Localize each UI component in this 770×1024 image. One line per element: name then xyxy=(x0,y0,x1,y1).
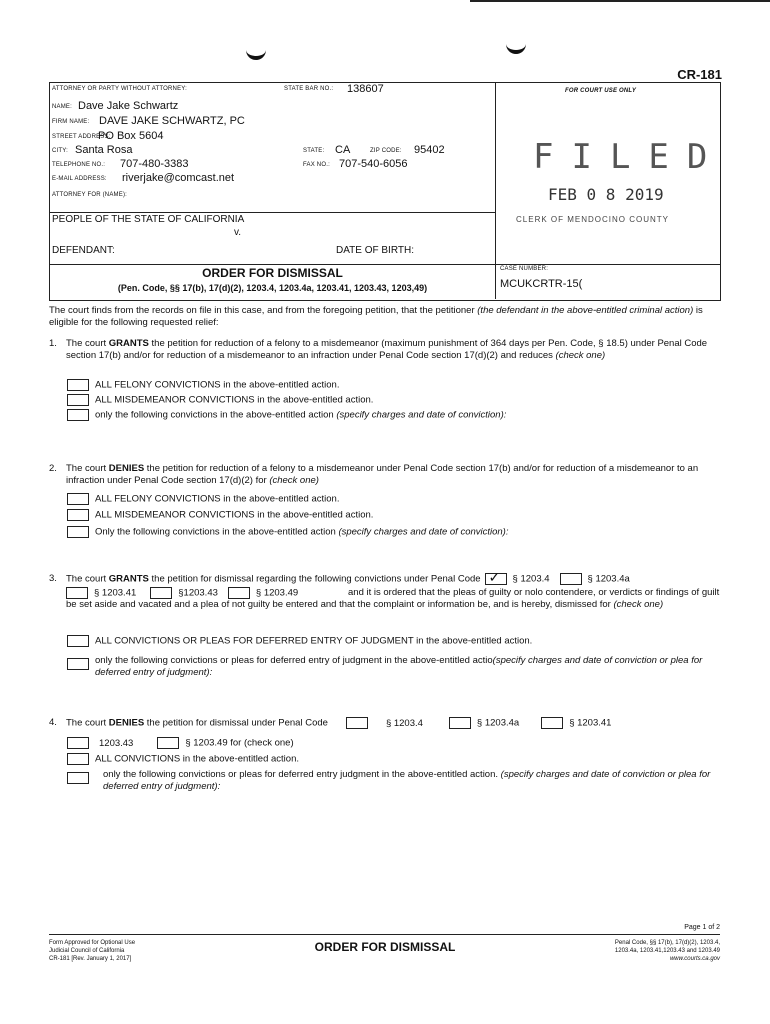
s4-1203-41-checkbox[interactable] xyxy=(541,717,563,729)
form-subtitle: (Pen. Code, §§ 17(b), 17(d)(2), 1203.4, 1203.4a, 1203.41, 1203.43, 1203,49) xyxy=(117,283,428,293)
attorney-header-label: ATTORNEY OR PARTY WITHOUT ATTORNEY: xyxy=(52,86,188,92)
defendant-label: DEFENDANT: xyxy=(52,245,115,256)
dob-label: DATE OF BIRTH: xyxy=(336,245,414,256)
footer-title: ORDER FOR DISMISSAL xyxy=(314,940,456,954)
fax-label: FAX NO.: xyxy=(303,162,330,168)
s3-all-checkbox[interactable] xyxy=(67,635,89,647)
s3-following-checkbox[interactable] xyxy=(67,658,89,670)
zip-value: 95402 xyxy=(414,144,445,156)
section-2-text: The court DENIES the petition for reduction of a felony to a misdemeanor under Penal Code section 17(b) and/or for reduction of a misdemeanor to an infraction under Penal Code section 17(d)(2) for (check one) xyxy=(66,463,699,486)
s4-option-following: only the following convictions or pleas for deferred entry judgment in the above-entitled action. (specify charges and date of conviction or plea for deferred entry of judgment): xyxy=(103,769,711,792)
form-number: CR-181 xyxy=(677,67,722,82)
s2-following-checkbox[interactable] xyxy=(67,526,89,538)
email-value: riverjake@comcast.net xyxy=(122,172,235,184)
firm-name: DAVE JAKE SCHWARTZ, PC xyxy=(99,115,245,127)
section-3-line-1: The court GRANTS the petition for dismissal regarding the following convictions under Penal Code ✓ § 1203.4 § 1203.4a xyxy=(66,569,630,585)
form-title: ORDER FOR DISMISSAL xyxy=(202,266,343,280)
s4-1203-4-checkbox[interactable] xyxy=(346,717,368,729)
section-1-number: 1. xyxy=(49,338,57,349)
street-value: PO Box 5604 xyxy=(98,130,164,142)
section-3-number: 3. xyxy=(49,573,57,584)
section-2-number: 2. xyxy=(49,463,57,474)
check-mark-icon: ✓ xyxy=(488,569,501,585)
intro-paragraph: The court finds from the records on file in this case, and from the foregoing petition, that the petitioner (the defendant in the above-entitled criminal action) is eligible for the following requested relief: xyxy=(49,305,703,328)
section-4-line-1: The court DENIES the petition for dismissal under Penal Code § 1203.4 § 1203.4a § 1203.41 xyxy=(66,717,612,729)
state-value: CA xyxy=(335,144,351,156)
filed-stamp: FILED xyxy=(533,137,726,177)
s1-option-misdemeanor[interactable]: ALL MISDEMEANOR CONVICTIONS in the above-entitled action. xyxy=(67,394,373,407)
s2-option-misdemeanor[interactable]: ALL MISDEMEANOR CONVICTIONS in the above-entitled action. xyxy=(67,509,373,522)
s4-1203-49-checkbox[interactable] xyxy=(157,737,179,749)
city-label: CITY: xyxy=(52,148,69,154)
bar-number-value: 138607 xyxy=(347,83,384,95)
email-label: E-MAIL ADDRESS: xyxy=(52,176,107,182)
case-number-label: CASE NUMBER: xyxy=(500,266,549,272)
filed-stamp-clerk: CLERK OF MENDOCINO COUNTY xyxy=(516,215,670,224)
footer-left-3: CR-181 [Rev. January 1, 2017] xyxy=(49,956,132,962)
s4-1203-43-checkbox[interactable] xyxy=(67,737,89,749)
s2-felony-checkbox[interactable] xyxy=(67,493,89,505)
s1-misdemeanor-checkbox[interactable] xyxy=(67,394,89,406)
s2-misdemeanor-checkbox[interactable] xyxy=(67,509,89,521)
footer-left-2: Judicial Council of California xyxy=(49,948,125,954)
court-use-label: FOR COURT USE ONLY xyxy=(565,88,637,94)
city-value: Santa Rosa xyxy=(75,144,133,156)
s1-felony-checkbox[interactable] xyxy=(67,379,89,391)
firm-label: FIRM NAME: xyxy=(52,119,90,125)
name-label: NAME: xyxy=(52,104,73,110)
versus: v. xyxy=(234,227,242,238)
footer-rule xyxy=(49,934,720,935)
top-rule xyxy=(470,0,770,2)
footer-right-2: 1203.4a, 1203.41,1203.43 and 1203.49 xyxy=(614,948,720,954)
hole-punch-right-mark xyxy=(506,42,526,54)
s3-following-checkbox-wrap[interactable] xyxy=(67,655,95,673)
section-4-line-2: 1203.43 § 1203.49 for (check one) xyxy=(67,737,294,750)
filed-stamp-date: FEB 0 8 2019 xyxy=(548,185,664,204)
s2-option-following[interactable]: Only the following convictions in the above-entitled action (specify charges and date of conviction): xyxy=(67,526,509,539)
footer-left-1: Form Approved for Optional Use xyxy=(49,940,136,946)
section-1-text: The court GRANTS the petition for reduction of a felony to a misdemeanor (maximum punishment of 364 days per Pen. Code, § 18.5) under Penal Code section 17(b) and/or for reduction of a misdemeanor to an infraction under Penal Code section 17(d)(2) and reduces (check one) xyxy=(66,338,708,361)
s4-all-checkbox[interactable] xyxy=(67,753,89,765)
caption-divider xyxy=(495,82,496,299)
section-3-line-2: § 1203.41 §1203.43 § 1203.49 xyxy=(66,587,298,600)
s4-following-checkbox-wrap[interactable] xyxy=(67,769,95,787)
people-caption: PEOPLE OF THE STATE OF CALIFORNIA xyxy=(52,214,245,225)
street-label: STREET ADDRESS: xyxy=(52,134,111,140)
footer-right-1: Penal Code, §§ 17(b), 17(d)(2), 1203.4, xyxy=(614,940,720,946)
attorney-name: Dave Jake Schwartz xyxy=(78,100,179,112)
caption-rule-1 xyxy=(49,212,496,213)
section-3-text: and it is ordered that the pleas of guilty or nolo contendere, or verdicts or findings of guilt be set aside and vacated and a plea of not guilty be entered and that the complaint or information be, and is hereby, dismissed for (check one) xyxy=(66,587,720,610)
s1-option-following[interactable]: only the following convictions in the above-entitled action (specify charges and date of conviction): xyxy=(67,409,506,422)
s4-following-checkbox[interactable] xyxy=(67,772,89,784)
fax-value: 707-540-6056 xyxy=(339,158,408,170)
s4-1203-4a-checkbox[interactable] xyxy=(449,717,471,729)
s3-1203-4-checkbox[interactable] xyxy=(485,569,507,585)
s1-following-checkbox[interactable] xyxy=(67,409,89,421)
s3-1203-4a-checkbox[interactable] xyxy=(560,573,582,585)
s4-option-all[interactable]: ALL CONVICTIONS in the above-entitled action. xyxy=(67,753,299,766)
case-number-value: MCUKCRTR-15( xyxy=(500,278,583,290)
zip-label: ZIP CODE: xyxy=(370,148,402,154)
s2-option-felony[interactable]: ALL FELONY CONVICTIONS in the above-entitled action. xyxy=(67,493,339,506)
bar-number-label: STATE BAR NO.: xyxy=(284,86,334,92)
s3-option-following: only the following convictions or pleas for deferred entry of judgment in the above-entitled actio(specify charges and date of conviction or plea for deferred entry of judgment): xyxy=(95,655,703,678)
hole-punch-left-mark xyxy=(246,48,266,60)
s3-option-all[interactable]: ALL CONVICTIONS OR PLEAS FOR DEFERRED ENTRY OF JUDGMENT in the above-entitled action. xyxy=(67,635,532,648)
section-4-number: 4. xyxy=(49,717,57,728)
footer-right-3: www.courts.ca.gov xyxy=(669,956,720,962)
phone-label: TELEPHONE NO.: xyxy=(52,162,106,168)
page-number: Page 1 of 2 xyxy=(684,924,720,931)
state-label: STATE: xyxy=(303,148,325,154)
attorney-for-label: ATTORNEY FOR (NAME): xyxy=(52,192,128,198)
phone-value: 707-480-3383 xyxy=(120,158,189,170)
caption-rule-2 xyxy=(49,264,720,265)
s1-option-felony[interactable]: ALL FELONY CONVICTIONS in the above-entitled action. xyxy=(67,379,339,392)
